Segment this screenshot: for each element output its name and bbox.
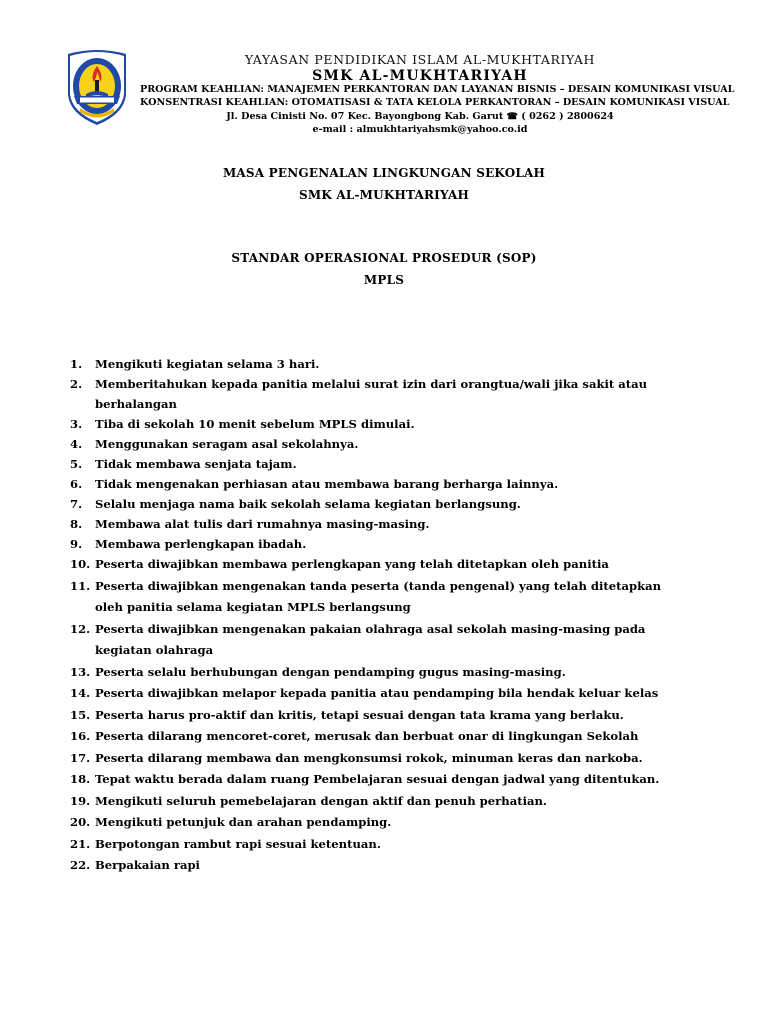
list-item xyxy=(70,414,710,434)
list-item-text: Peserta dilarang mencoret-coret, merusak dan berbuat onar di lingkungan Sekolah xyxy=(95,729,639,743)
letterhead xyxy=(140,52,735,138)
list-item-text: Mengikuti seluruh pemebelajaran dengan aktif dan penuh perhatian. xyxy=(95,793,547,808)
list-item-text: Tepat waktu berada dalam ruang Pembelajaran sesuai dengan jadwal yang ditentukan. xyxy=(95,772,660,786)
list-item xyxy=(70,726,710,748)
list-item-text: Berpakaian rapi xyxy=(95,858,200,872)
list-item-number: 22. xyxy=(70,858,91,872)
list-item-text: Berpotongan rambut rapi sesuai ketentuan. xyxy=(95,836,381,851)
list-item xyxy=(70,662,710,684)
list-item xyxy=(70,534,710,554)
list-item-number: 19. xyxy=(70,793,91,808)
list-item-number: 20. xyxy=(70,815,91,829)
school-name: SMK AL-MUKHTARIYAH xyxy=(312,68,528,84)
document-title-line-1: MASA PENGENALAN LINGKUNGAN SEKOLAH xyxy=(222,166,546,180)
concentration-line: KONSENTRASI KEAHLIAN: OTOMATISASI & TATA KELOLA PERKANTORAN – DESAIN KOMUNIKASI VISUAL xyxy=(140,97,730,109)
list-item xyxy=(70,514,710,534)
list-item-number: 21. xyxy=(70,836,91,851)
list-item-text: Tidak membawa senjata tajam. xyxy=(95,457,297,471)
list-item xyxy=(70,748,710,770)
address-line xyxy=(140,112,700,125)
list-item-number: 10. xyxy=(70,557,91,571)
phone-number: ( 0262 ) 2800624 xyxy=(521,110,614,122)
list-item xyxy=(70,454,710,474)
list-item xyxy=(70,619,710,662)
list-item xyxy=(70,812,710,834)
list-item xyxy=(70,554,710,576)
list-item-text: Mengikuti petunjuk dan arahan pendamping. xyxy=(95,815,392,829)
list-item xyxy=(70,374,710,414)
list-item-text: Peserta selalu berhubungan dengan pendamping gugus masing-masing. xyxy=(95,664,566,679)
list-item-text: kegiatan olahraga xyxy=(95,643,214,657)
telephone-icon: ☎ xyxy=(506,111,518,122)
list-item-number: 4. xyxy=(70,437,83,451)
list-item-text: Peserta diwajibkan mengenakan pakaian olahraga asal sekolah masing-masing pada xyxy=(95,621,646,636)
list-item-number: 3. xyxy=(70,417,83,431)
list-item-text: Selalu menjaga nama baik sekolah selama kegiatan berlangsung. xyxy=(95,497,521,511)
list-item-text: Tidak mengenakan perhiasan atau membawa barang berharga lainnya. xyxy=(95,477,559,491)
list-item xyxy=(70,474,710,494)
list-item-text: Membawa perlengkapan ibadah. xyxy=(95,537,307,551)
list-item-number: 8. xyxy=(70,517,83,531)
list-item xyxy=(70,769,710,791)
school-logo xyxy=(64,50,130,126)
list-item xyxy=(70,791,710,813)
list-item-number: 5. xyxy=(70,457,83,471)
list-item-number: 16. xyxy=(70,729,91,743)
list-item-text: Tiba di sekolah 10 menit sebelum MPLS dimulai. xyxy=(95,417,415,431)
list-item xyxy=(70,855,710,877)
list-item-text: oleh panitia selama kegiatan MPLS berlangsung xyxy=(95,600,411,614)
list-item xyxy=(70,576,710,619)
list-item-number: 15. xyxy=(70,707,91,722)
document-title-line-2: SMK AL-MUKHTARIYAH xyxy=(298,188,470,202)
list-item-number: 7. xyxy=(70,497,83,511)
list-item-text: berhalangan xyxy=(95,397,177,411)
list-item-text: Menggunakan seragam asal sekolahnya. xyxy=(95,437,359,451)
list-item-number: 6. xyxy=(70,477,83,491)
list-item-number: 2. xyxy=(70,377,83,391)
list-item-text: Peserta diwajibkan mengenakan tanda peserta (tanda pengenal) yang telah ditetapkan xyxy=(95,578,662,593)
rules-list xyxy=(70,354,710,877)
list-item-text: Peserta diwajibkan membawa perlengkapan yang telah ditetapkan oleh panitia xyxy=(95,557,609,571)
list-item-text: Memberitahukan kepada panitia melalui surat izin dari orangtua/wali jika sakit atau xyxy=(95,377,648,391)
list-item-number: 12. xyxy=(70,621,91,636)
list-item-number: 11. xyxy=(70,578,91,593)
list-item xyxy=(70,434,710,454)
list-item xyxy=(70,354,710,374)
list-item-number: 18. xyxy=(70,772,91,786)
document-title-line-4: MPLS xyxy=(363,273,405,287)
list-item xyxy=(70,683,710,705)
list-item-text: Peserta dilarang membawa dan mengkonsumsi rokok, minuman keras dan narkoba. xyxy=(95,750,643,765)
program-line: PROGRAM KEAHLIAN: MANAJEMEN PERKANTORAN DAN LAYANAN BISNIS – DESAIN KOMUNIKASI VISUAL xyxy=(140,84,735,95)
foundation-name: YAYASAN PENDIDIKAN ISLAM AL-MUKHTARIYAH xyxy=(244,52,596,67)
list-item-text: Mengikuti kegiatan selama 3 hari. xyxy=(95,357,320,371)
list-item xyxy=(70,705,710,727)
address-text: Jl. Desa Cinisti No. 07 Kec. Bayongbong Kab. Garut xyxy=(226,110,504,122)
list-item-number: 9. xyxy=(70,537,83,551)
list-item-number: 17. xyxy=(70,750,91,765)
list-item-number: 14. xyxy=(70,686,91,700)
list-item-text: Membawa alat tulis dari rumahnya masing-masing. xyxy=(95,517,430,531)
list-item xyxy=(70,834,710,856)
document-title-line-3: STANDAR OPERASIONAL PROSEDUR (SOP) xyxy=(231,251,537,265)
list-item-text: Peserta harus pro-aktif dan kritis, tetapi sesuai dengan tata krama yang berlaku. xyxy=(95,707,624,722)
list-item-number: 13. xyxy=(70,664,91,679)
email-line: e-mail : almukhtariyahsmk@yahoo.co.id xyxy=(312,123,528,135)
list-item-text: Peserta diwajibkan melapor kepada panitia atau pendamping bila hendak keluar kelas xyxy=(95,686,659,700)
list-item-number: 1. xyxy=(70,357,83,371)
list-item xyxy=(70,494,710,514)
